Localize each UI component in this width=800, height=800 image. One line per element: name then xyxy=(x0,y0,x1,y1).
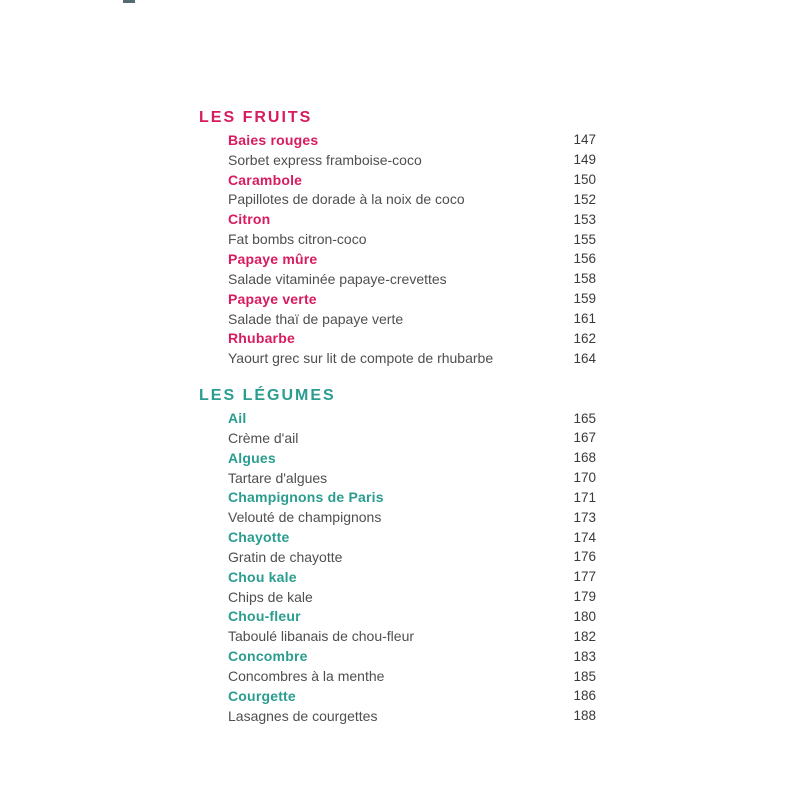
toc-entry-row-recipe xyxy=(199,309,596,329)
toc-entry-row-category xyxy=(199,686,596,706)
section-entries xyxy=(199,130,596,368)
toc-entry-label: Velouté de champignons xyxy=(228,509,382,526)
toc-entry-page: 147 xyxy=(573,132,596,148)
toc-entry-row-category xyxy=(199,567,596,587)
toc-entry-row-category xyxy=(199,209,596,229)
toc-entry-row-recipe xyxy=(199,150,596,170)
toc-entry-row-recipe xyxy=(199,229,596,249)
toc-entry-page: 179 xyxy=(573,589,596,605)
toc-entry-label: Ail xyxy=(228,410,247,427)
toc-entry-page: 185 xyxy=(573,668,596,684)
section-entries xyxy=(199,408,596,726)
toc-entry-label: Citron xyxy=(228,211,271,228)
toc-entry-page: 165 xyxy=(573,410,596,426)
page-edge-artifact xyxy=(123,0,135,3)
toc-entry-page: 182 xyxy=(573,628,596,644)
toc-entry-row-recipe xyxy=(199,547,596,567)
toc-entry-label: Champignons de Paris xyxy=(228,489,384,506)
toc-entry-label: Sorbet express framboise-coco xyxy=(228,151,422,168)
toc-entry-row-category xyxy=(199,646,596,666)
toc-entry-row-category xyxy=(199,130,596,150)
toc-entry-label: Papaye mûre xyxy=(228,250,318,267)
toc-entry-row-recipe xyxy=(199,706,596,726)
toc-entry-page: 188 xyxy=(573,708,596,724)
toc-entry-row-category xyxy=(199,488,596,508)
toc-entry-page: 176 xyxy=(573,549,596,565)
toc-entry-label: Concombres à la menthe xyxy=(228,668,385,685)
toc-entry-label: Chayotte xyxy=(228,529,290,546)
toc-entry-label: Fat bombs citron-coco xyxy=(228,231,367,248)
toc-entry-page: 167 xyxy=(573,430,596,446)
toc-entry-label: Salade thaï de papaye verte xyxy=(228,310,404,327)
toc-entry-page: 183 xyxy=(573,648,596,664)
toc-entry-row-category xyxy=(199,527,596,547)
toc-entry-label: Yaourt grec sur lit de compote de rhubarbe xyxy=(228,350,494,367)
toc-entry-label: Chou kale xyxy=(228,568,297,585)
toc-entry-label: Chou-fleur xyxy=(228,608,301,625)
toc-entry-label: Baies rouges xyxy=(228,131,319,148)
toc-entry-label: Chips de kale xyxy=(228,588,313,605)
toc-entry-row-recipe xyxy=(199,190,596,210)
section-title: LES LÉGUMES xyxy=(199,387,336,405)
toc-entry-label: Lasagnes de courgettes xyxy=(228,707,378,724)
toc-entry-page: 159 xyxy=(573,291,596,307)
toc-entry-page: 171 xyxy=(573,489,596,505)
toc-entry-row-recipe xyxy=(199,507,596,527)
toc-entry-page: 162 xyxy=(573,330,596,346)
toc-entry-page: 168 xyxy=(573,450,596,466)
toc-entry-label: Algues xyxy=(228,449,276,466)
toc-entry-page: 170 xyxy=(573,470,596,486)
toc-entry-label: Tartare d'algues xyxy=(228,469,328,486)
toc-entry-page: 173 xyxy=(573,509,596,525)
toc-entry-row-recipe xyxy=(199,587,596,607)
toc-entry-page: 174 xyxy=(573,529,596,545)
toc-entry-row-category xyxy=(199,170,596,190)
toc-entry-page: 177 xyxy=(573,569,596,585)
section-title: LES FRUITS xyxy=(199,109,313,126)
toc-entry-row-category xyxy=(199,448,596,468)
table-of-contents xyxy=(199,106,596,726)
toc-entry-row-category xyxy=(199,249,596,269)
toc-entry-row-category xyxy=(199,607,596,627)
toc-entry-row-recipe xyxy=(199,348,596,368)
toc-entry-label: Salade vitaminée papaye-crevettes xyxy=(228,270,447,287)
toc-entry-label: Carambole xyxy=(228,171,303,188)
toc-entry-label: Courgette xyxy=(228,687,296,704)
toc-entry-page: 152 xyxy=(573,191,596,207)
toc-entry-row-category xyxy=(199,408,596,428)
toc-section xyxy=(199,384,596,726)
toc-entry-row-recipe xyxy=(199,666,596,686)
toc-entry-row-recipe xyxy=(199,269,596,289)
toc-entry-page: 164 xyxy=(573,350,596,366)
toc-entry-row-recipe xyxy=(199,468,596,488)
toc-entry-label: Papillotes de dorade à la noix de coco xyxy=(228,191,465,208)
toc-entry-row-category xyxy=(199,289,596,309)
toc-entry-row-recipe xyxy=(199,428,596,448)
toc-entry-row-category xyxy=(199,328,596,348)
toc-entry-page: 153 xyxy=(573,211,596,227)
toc-entry-page: 155 xyxy=(573,231,596,247)
toc-entry-page: 149 xyxy=(573,152,596,168)
toc-entry-label: Papaye verte xyxy=(228,290,317,307)
toc-entry-label: Gratin de chayotte xyxy=(228,548,343,565)
toc-entry-page: 158 xyxy=(573,271,596,287)
toc-entry-page: 186 xyxy=(573,688,596,704)
toc-entry-page: 150 xyxy=(573,172,596,188)
toc-entry-label: Crème d'ail xyxy=(228,429,299,446)
toc-entry-label: Concombre xyxy=(228,648,308,665)
toc-entry-label: Taboulé libanais de chou-fleur xyxy=(228,628,415,645)
toc-section xyxy=(199,106,596,368)
toc-entry-label: Rhubarbe xyxy=(228,330,295,347)
toc-entry-page: 180 xyxy=(573,608,596,624)
toc-entry-row-recipe xyxy=(199,626,596,646)
toc-entry-page: 156 xyxy=(573,251,596,267)
toc-entry-page: 161 xyxy=(573,311,596,327)
